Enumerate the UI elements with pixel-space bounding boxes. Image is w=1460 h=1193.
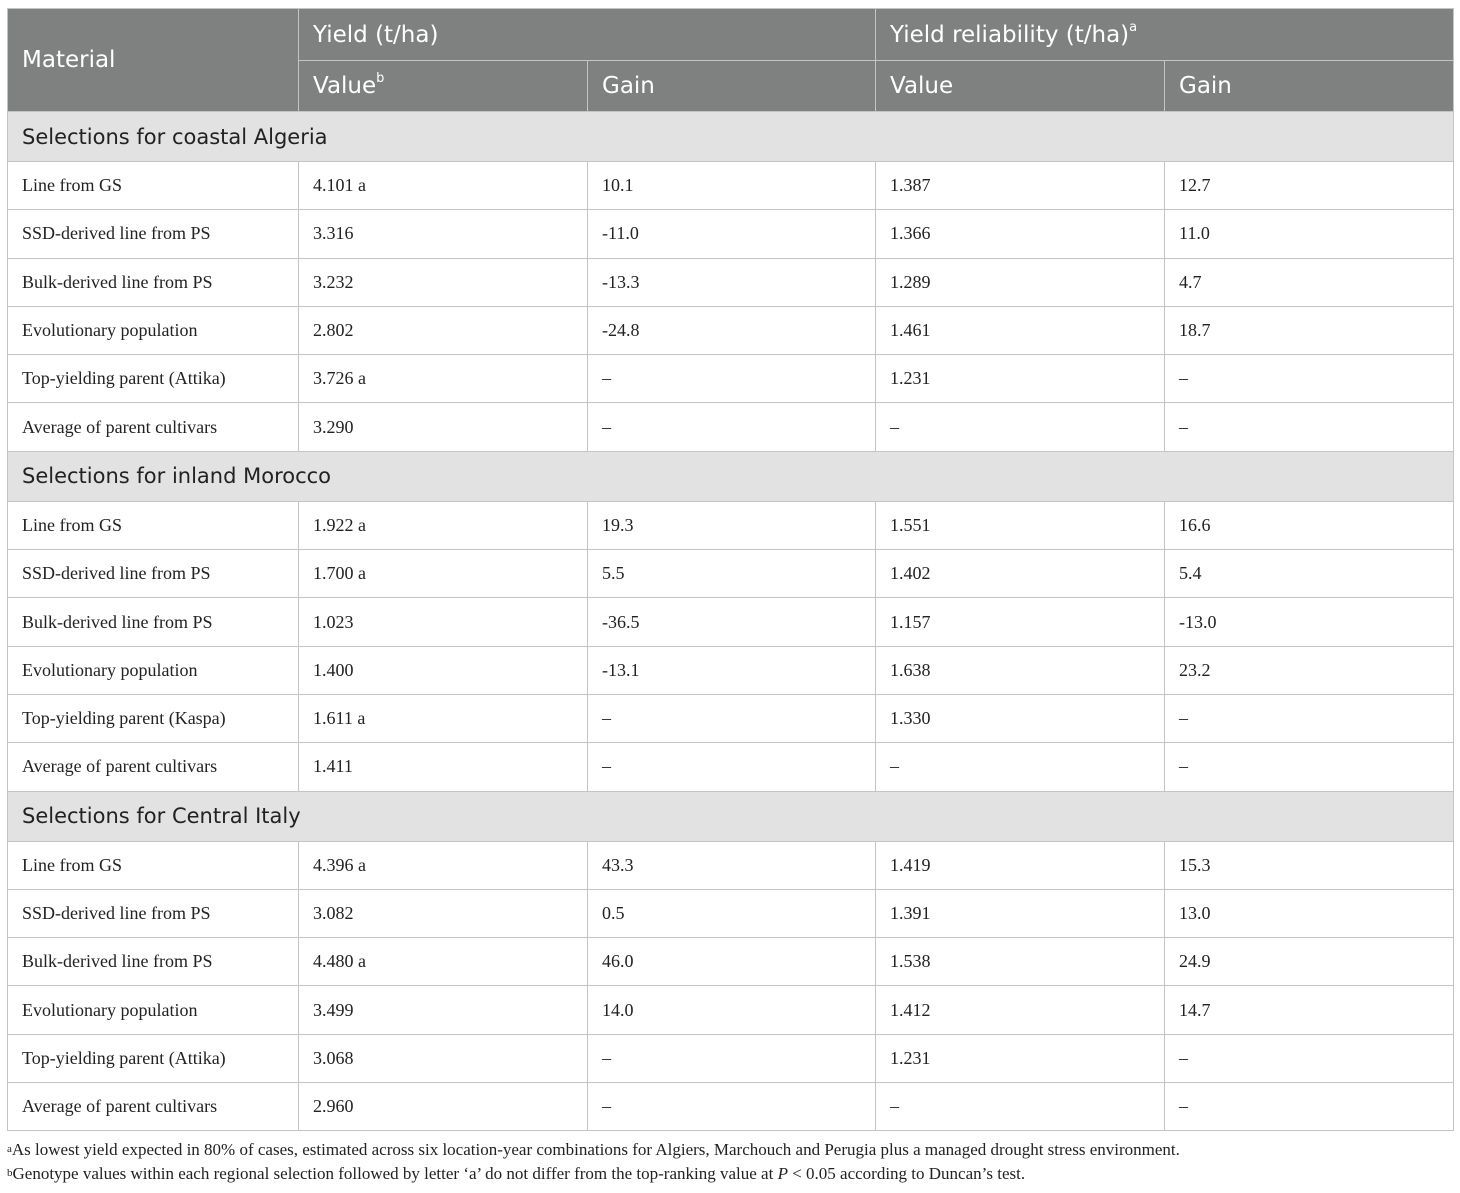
cell-reliability-value: – bbox=[876, 743, 1165, 791]
table-row bbox=[8, 210, 1454, 258]
cell-yield-value: 1.400 bbox=[299, 646, 588, 694]
cell-reliability-gain: 13.0 bbox=[1165, 889, 1454, 937]
cell-yield-gain: – bbox=[588, 743, 876, 791]
cell-reliability-gain: -13.0 bbox=[1165, 598, 1454, 646]
footnotes bbox=[7, 1138, 1453, 1186]
cell-reliability-value: 1.412 bbox=[876, 986, 1165, 1034]
cell-yield-value: 1.023 bbox=[299, 598, 588, 646]
cell-yield-gain: 10.1 bbox=[588, 162, 876, 210]
table-body bbox=[8, 112, 1454, 1131]
cell-yield-gain: 0.5 bbox=[588, 889, 876, 937]
cell-reliability-value: 1.366 bbox=[876, 210, 1165, 258]
cell-reliability-gain: – bbox=[1165, 1034, 1454, 1082]
cell-material: Bulk-derived line from PS bbox=[8, 258, 299, 306]
footnote-mark-a: a bbox=[1129, 19, 1138, 35]
cell-reliability-gain: 12.7 bbox=[1165, 162, 1454, 210]
cell-yield-value: 2.960 bbox=[299, 1083, 588, 1131]
cell-yield-gain: -24.8 bbox=[588, 306, 876, 354]
cell-reliability-value: 1.419 bbox=[876, 841, 1165, 889]
cell-reliability-value: 1.289 bbox=[876, 258, 1165, 306]
table-row bbox=[8, 355, 1454, 403]
table-row bbox=[8, 694, 1454, 742]
footnote-mark-b: b bbox=[376, 71, 385, 86]
cell-material: Average of parent cultivars bbox=[8, 1083, 299, 1131]
cell-reliability-gain: 4.7 bbox=[1165, 258, 1454, 306]
section-title: Selections for Central Italy bbox=[8, 791, 1454, 841]
cell-material: SSD-derived line from PS bbox=[8, 550, 299, 598]
table-row bbox=[8, 986, 1454, 1034]
results-table bbox=[7, 8, 1454, 1131]
cell-reliability-value: 1.157 bbox=[876, 598, 1165, 646]
cell-material: Bulk-derived line from PS bbox=[8, 938, 299, 986]
cell-yield-gain: 46.0 bbox=[588, 938, 876, 986]
cell-material: Average of parent cultivars bbox=[8, 403, 299, 451]
header-yield-group: Yield (t/ha) bbox=[299, 9, 876, 61]
header-yield-gain: Gain bbox=[588, 61, 876, 112]
cell-material: Top-yielding parent (Kaspa) bbox=[8, 694, 299, 742]
cell-reliability-value: 1.231 bbox=[876, 355, 1165, 403]
cell-yield-value: 3.290 bbox=[299, 403, 588, 451]
cell-yield-gain: – bbox=[588, 403, 876, 451]
cell-reliability-gain: – bbox=[1165, 694, 1454, 742]
cell-material: Line from GS bbox=[8, 841, 299, 889]
cell-yield-value: 3.499 bbox=[299, 986, 588, 1034]
cell-yield-value: 3.726 a bbox=[299, 355, 588, 403]
cell-reliability-value: 1.551 bbox=[876, 501, 1165, 549]
table-row bbox=[8, 889, 1454, 937]
cell-reliability-value: 1.387 bbox=[876, 162, 1165, 210]
cell-yield-value: 1.922 a bbox=[299, 501, 588, 549]
table-row bbox=[8, 743, 1454, 791]
cell-reliability-gain: – bbox=[1165, 403, 1454, 451]
cell-reliability-value: 1.402 bbox=[876, 550, 1165, 598]
cell-material: Average of parent cultivars bbox=[8, 743, 299, 791]
cell-material: Top-yielding parent (Attika) bbox=[8, 1034, 299, 1082]
footnote-b: $^b$Genotype values within each regional selection followed by letter ‘a’ do not differ from the top-ranking value at P < 0.05 according to Duncan’s test. bbox=[7, 1164, 1026, 1183]
table-row bbox=[8, 403, 1454, 451]
cell-yield-gain: 19.3 bbox=[588, 501, 876, 549]
table-row bbox=[8, 938, 1454, 986]
cell-yield-value: 1.700 a bbox=[299, 550, 588, 598]
section-row bbox=[8, 112, 1454, 162]
cell-reliability-gain: 23.2 bbox=[1165, 646, 1454, 694]
cell-yield-gain: 43.3 bbox=[588, 841, 876, 889]
cell-yield-value: 3.232 bbox=[299, 258, 588, 306]
cell-material: Line from GS bbox=[8, 162, 299, 210]
cell-reliability-value: 1.638 bbox=[876, 646, 1165, 694]
cell-reliability-value: – bbox=[876, 403, 1165, 451]
cell-reliability-gain: – bbox=[1165, 1083, 1454, 1131]
section-title: Selections for coastal Algeria bbox=[8, 112, 1454, 162]
cell-yield-gain: -13.1 bbox=[588, 646, 876, 694]
cell-yield-gain: – bbox=[588, 694, 876, 742]
cell-reliability-value: 1.330 bbox=[876, 694, 1165, 742]
cell-reliability-value: 1.538 bbox=[876, 938, 1165, 986]
cell-reliability-gain: 11.0 bbox=[1165, 210, 1454, 258]
section-title: Selections for inland Morocco bbox=[8, 451, 1454, 501]
cell-yield-value: 4.480 a bbox=[299, 938, 588, 986]
results-table-container bbox=[7, 8, 1453, 1131]
cell-reliability-value: 1.231 bbox=[876, 1034, 1165, 1082]
footnote-a: $^a$As lowest yield expected in 80% of cases, estimated across six location-year combinations for Algiers, Marchouch and Perugia plus a managed drought stress environment. bbox=[7, 1140, 1180, 1159]
cell-yield-gain: -13.3 bbox=[588, 258, 876, 306]
header-reliability-group: Yield reliability $(t/ha)^a$ bbox=[876, 9, 1454, 61]
cell-yield-value: 3.316 bbox=[299, 210, 588, 258]
cell-reliability-gain: – bbox=[1165, 355, 1454, 403]
table-row bbox=[8, 306, 1454, 354]
cell-yield-value: 4.396 a bbox=[299, 841, 588, 889]
cell-yield-value: 4.101 a bbox=[299, 162, 588, 210]
cell-reliability-gain: 15.3 bbox=[1165, 841, 1454, 889]
cell-material: Evolutionary population bbox=[8, 306, 299, 354]
table-row bbox=[8, 550, 1454, 598]
cell-material: Line from GS bbox=[8, 501, 299, 549]
header-yield-value: Value$^b$ bbox=[299, 61, 588, 112]
cell-yield-value: 1.611 a bbox=[299, 694, 588, 742]
cell-yield-value: 2.802 bbox=[299, 306, 588, 354]
cell-reliability-gain: 24.9 bbox=[1165, 938, 1454, 986]
header-reliability-gain: Gain bbox=[1165, 61, 1454, 112]
table-row bbox=[8, 646, 1454, 694]
cell-yield-gain: – bbox=[588, 355, 876, 403]
cell-yield-value: 3.082 bbox=[299, 889, 588, 937]
cell-reliability-gain: 18.7 bbox=[1165, 306, 1454, 354]
cell-material: SSD-derived line from PS bbox=[8, 889, 299, 937]
cell-material: Evolutionary population bbox=[8, 646, 299, 694]
cell-yield-gain: -11.0 bbox=[588, 210, 876, 258]
cell-material: Evolutionary population bbox=[8, 986, 299, 1034]
cell-reliability-gain: 5.4 bbox=[1165, 550, 1454, 598]
table-row bbox=[8, 841, 1454, 889]
header-reliability-value: Value bbox=[876, 61, 1165, 112]
header-material: Material bbox=[8, 9, 299, 112]
cell-reliability-gain: – bbox=[1165, 743, 1454, 791]
table-row bbox=[8, 501, 1454, 549]
section-row bbox=[8, 451, 1454, 501]
cell-yield-gain: 14.0 bbox=[588, 986, 876, 1034]
table-row bbox=[8, 1083, 1454, 1131]
cell-material: Bulk-derived line from PS bbox=[8, 598, 299, 646]
cell-reliability-gain: 14.7 bbox=[1165, 986, 1454, 1034]
table-row bbox=[8, 162, 1454, 210]
cell-yield-value: 1.411 bbox=[299, 743, 588, 791]
table-row bbox=[8, 258, 1454, 306]
cell-reliability-gain: 16.6 bbox=[1165, 501, 1454, 549]
cell-material: Top-yielding parent (Attika) bbox=[8, 355, 299, 403]
table-row bbox=[8, 598, 1454, 646]
cell-material: SSD-derived line from PS bbox=[8, 210, 299, 258]
table-row bbox=[8, 1034, 1454, 1082]
cell-reliability-value: 1.461 bbox=[876, 306, 1165, 354]
cell-reliability-value: 1.391 bbox=[876, 889, 1165, 937]
section-row bbox=[8, 791, 1454, 841]
cell-yield-gain: -36.5 bbox=[588, 598, 876, 646]
cell-yield-gain: – bbox=[588, 1083, 876, 1131]
cell-yield-value: 3.068 bbox=[299, 1034, 588, 1082]
cell-reliability-value: – bbox=[876, 1083, 1165, 1131]
cell-yield-gain: – bbox=[588, 1034, 876, 1082]
cell-yield-gain: 5.5 bbox=[588, 550, 876, 598]
